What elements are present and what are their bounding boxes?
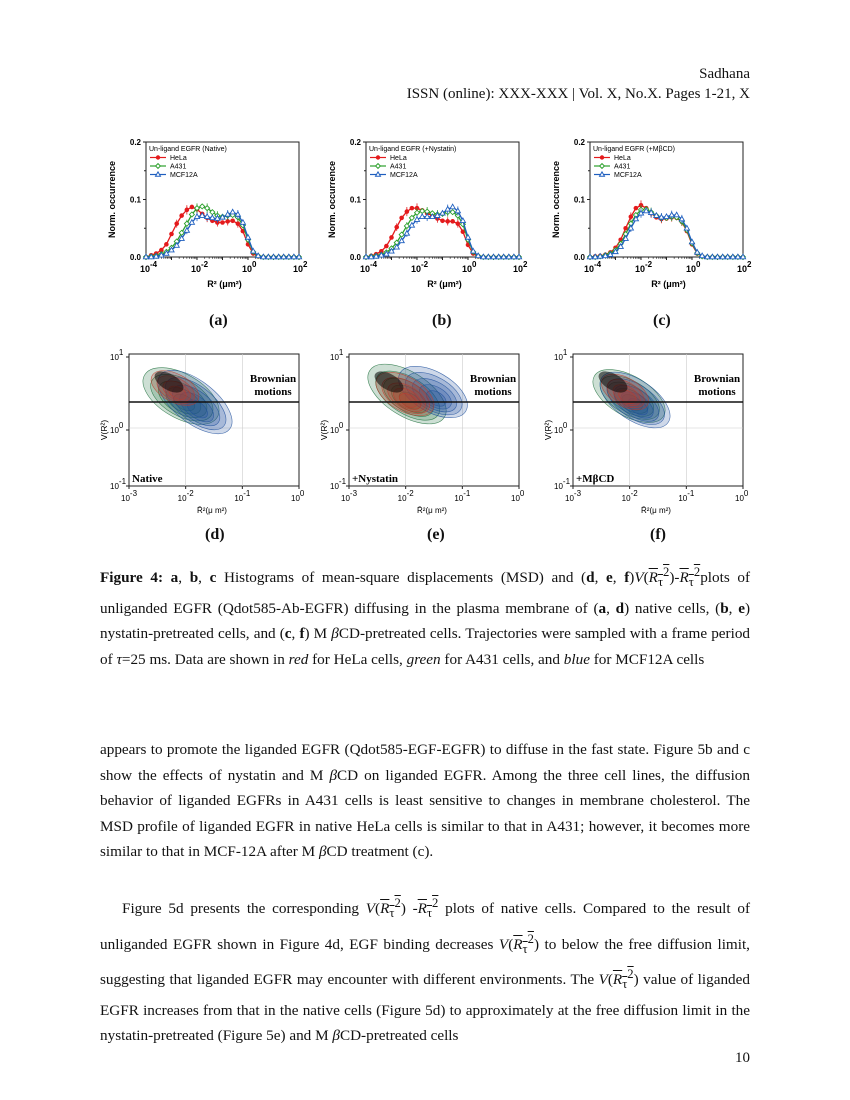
legend-marker: [376, 155, 380, 159]
brownian-text: Brownian: [693, 373, 741, 385]
issn-line: ISSN (online): XXX-XXX | Vol. X, No.X. Pages 1-21, X: [406, 86, 750, 102]
histogram-chart-b: [320, 130, 530, 305]
brownian-text: Brownian: [469, 373, 517, 385]
x-tick-label: 100: [686, 260, 701, 274]
x-tick-label: 10-3: [121, 489, 138, 503]
data-point-hela: [220, 220, 225, 225]
y-tick-label: 101: [554, 348, 568, 362]
histogram-panel-c: [544, 130, 754, 305]
legend-label: MCF12A: [614, 172, 642, 179]
histogram-chart-c: [544, 130, 754, 305]
data-point-hela: [169, 232, 174, 237]
data-point-hela: [456, 221, 461, 226]
y-axis-label: V(R²): [319, 419, 329, 441]
legend-title: Un-ligand EGFR (Native): [149, 146, 227, 153]
legend-label: MCF12A: [170, 172, 198, 179]
y-axis-label: Norm. occurrence: [327, 160, 337, 239]
y-tick-label: 100: [110, 421, 124, 435]
legend-label: HeLa: [614, 155, 631, 162]
x-axis-label: R̄²(μ m²): [641, 506, 671, 515]
x-tick-label: 10-3: [341, 489, 358, 503]
page-number: 10: [735, 1050, 750, 1066]
plot-frame: [590, 142, 743, 257]
legend-title: Un-ligand EGFR (+Nystatin): [369, 146, 457, 153]
x-tick-label: 10-2: [397, 489, 414, 503]
x-tick-label: 10-2: [635, 260, 653, 274]
x-tick-label: 100: [242, 260, 257, 274]
data-point-hela: [399, 216, 404, 221]
x-tick-label: 100: [291, 489, 305, 503]
data-point-hela: [445, 219, 450, 224]
data-point-hela: [634, 206, 639, 211]
legend-label: A431: [170, 163, 187, 171]
contour-chart-d: [100, 342, 310, 522]
panel-label-c: (c): [653, 312, 671, 329]
contour-chart-f: [544, 342, 754, 522]
journal-name: Sadhana: [699, 66, 750, 82]
data-point-hela: [230, 218, 235, 223]
y-tick-label: 101: [110, 348, 124, 362]
data-point-hela: [629, 214, 634, 219]
data-point-hela: [185, 208, 190, 213]
panel-label-e: (e): [427, 526, 445, 543]
legend-label: A431: [614, 163, 631, 171]
panel-label-b: (b): [432, 312, 452, 329]
body-paragraph-2: Figure 5d presents the corresponding $V(R_\tau^2)$ $-R_\tau^2$ plots of native cells. Compared to the result of unliganded EGFR shown in Figure 4d, EGF binding decreases $V(R_\tau^2)$ to below the free diffusion limit, suggesting that liganded EGFR may encounter with different environments. The $V(R_\tau^2)$ value of liganded EGFR increases from that in the native cells (Figure 5d) to approximately at the free diffusion limit in the nystatin-pretreated (Figure 5e) and M βCD-pretreated cells: [100, 896, 750, 1045]
y-tick-label: 100: [330, 421, 344, 435]
x-tick-label: 100: [511, 489, 525, 503]
x-tick-label: 10-4: [140, 260, 158, 274]
data-point-hela: [440, 218, 445, 223]
data-point-hela: [384, 244, 389, 249]
data-point-hela: [164, 242, 169, 247]
x-axis-label: R² (μm²): [207, 279, 242, 289]
legend-label: HeLa: [390, 155, 407, 162]
legend-marker: [600, 155, 604, 159]
x-tick-label: 10-4: [360, 260, 378, 274]
x-tick-label: 10-1: [678, 489, 695, 503]
plot-frame: [366, 142, 519, 257]
contour-panel-e: [320, 342, 530, 522]
x-tick-label: 102: [737, 260, 752, 274]
condition-label: Native: [132, 473, 163, 485]
histogram-panel-b: [320, 130, 530, 305]
y-tick-label: 0.0: [129, 253, 141, 262]
y-tick-label: 0.1: [349, 195, 361, 205]
data-point-hela: [236, 221, 241, 226]
legend-label: MCF12A: [390, 172, 418, 179]
x-axis-label: R² (μm²): [651, 279, 686, 289]
panel-label-f: (f): [650, 526, 666, 543]
y-tick-label: 10-1: [110, 477, 127, 491]
data-point-hela: [410, 206, 415, 211]
data-point-hela: [394, 225, 399, 230]
legend-label: A431: [390, 163, 407, 171]
y-axis-label: Norm. occurrence: [551, 160, 561, 239]
brownian-label: [470, 373, 516, 398]
x-tick-label: 100: [735, 489, 749, 503]
y-tick-label: 101: [330, 348, 344, 362]
data-point-hela: [190, 205, 195, 210]
x-tick-label: 10-1: [454, 489, 471, 503]
y-tick-label: 100: [554, 421, 568, 435]
y-tick-label: 0.1: [129, 195, 141, 205]
y-tick-label: 10-1: [554, 477, 571, 491]
histogram-chart-a: [100, 130, 310, 305]
plot-area: [551, 138, 752, 289]
data-point-hela: [174, 221, 179, 226]
x-tick-label: 10-2: [411, 260, 429, 274]
caption-text: a, b, c Histograms of mean-square displacements (MSD) and (d, e, $f)V(R_\tau^2)-R_\tau^2plots$ of unliganded EGFR (Qdot585-Ab-EGFR) diffusing in the plasma membrane of (a, d) native cells, (b, e) nystatin-pretreated cells, and (c, f) M βCD-pretreated cells. Trajectories were sampled with a frame period of τ=25 ms. Data are shown in red for HeLa cells, green for A431 cells, and blue for MCF12A cells: [100, 565, 751, 668]
histogram-panel-a: [100, 130, 310, 305]
y-tick-label: 0.2: [349, 138, 361, 147]
body-paragraph-1: appears to promote the liganded EGFR (Qdot585-EGF-EGFR) to diffuse in the fast state. Figure 5b and c show the effects of nystatin and M βCD on liganded EGFR. Among the three cell lines, the diffusion behavior of liganded EGFRs in A431 cells is least sensitive to changes in membrane cholesterol. The MSD profile of liganded EGFR in native HeLa cells is similar to that in A431; however, it becomes more similar to that in MCF-12A after M βCD treatment (c).: [100, 741, 750, 860]
brownian-text: Brownian: [249, 373, 297, 385]
legend-label: HeLa: [170, 155, 187, 162]
motions-text: motions: [698, 386, 736, 398]
y-axis-label: V(R²): [99, 419, 109, 441]
x-tick-label: 102: [293, 260, 308, 274]
data-point-hela: [389, 235, 394, 240]
x-tick-label: 100: [462, 260, 477, 274]
figure-caption: [100, 560, 750, 672]
x-tick-label: 10-4: [584, 260, 602, 274]
y-axis-label: Norm. occurrence: [107, 160, 117, 239]
data-point-hela: [179, 213, 184, 218]
x-axis-label: R² (μm²): [427, 279, 462, 289]
y-tick-label: 10-1: [330, 477, 347, 491]
x-tick-label: 10-1: [234, 489, 251, 503]
contour-chart-e: [320, 342, 530, 522]
motions-text: motions: [254, 386, 292, 398]
contour-panel-d: [100, 342, 310, 522]
plot-area: [327, 138, 528, 289]
y-tick-label: 0.2: [573, 138, 585, 147]
brownian-label: [694, 373, 740, 398]
data-point-hela: [450, 219, 455, 224]
panel-label-a: (a): [209, 312, 228, 329]
contour-panel-f: [544, 342, 754, 522]
x-tick-label: 10-3: [565, 489, 582, 503]
y-axis-label: V(R²): [543, 419, 553, 441]
x-axis-label: R̄²(μ m²): [197, 506, 227, 515]
condition-label: +MβCD: [576, 473, 615, 485]
y-tick-label: 0.2: [129, 138, 141, 147]
x-tick-label: 10-2: [191, 260, 209, 274]
y-tick-label: 0.1: [573, 195, 585, 205]
motions-text: motions: [474, 386, 512, 398]
y-tick-label: 0.0: [349, 253, 361, 262]
legend-marker: [156, 155, 160, 159]
x-tick-label: 10-2: [177, 489, 194, 503]
figure-label: Figure 4:: [100, 569, 164, 587]
legend-title: Un-ligand EGFR (+MβCD): [593, 146, 676, 153]
x-tick-label: 10-2: [621, 489, 638, 503]
data-point-hela: [405, 209, 410, 214]
panel-label-d: (d): [205, 526, 225, 543]
plot-area: [107, 138, 308, 289]
y-tick-label: 0.0: [573, 253, 585, 262]
brownian-label: [250, 373, 296, 398]
x-axis-label: R̄²(μ m²): [417, 506, 447, 515]
x-tick-label: 102: [513, 260, 528, 274]
condition-label: +Nystatin: [352, 473, 398, 485]
